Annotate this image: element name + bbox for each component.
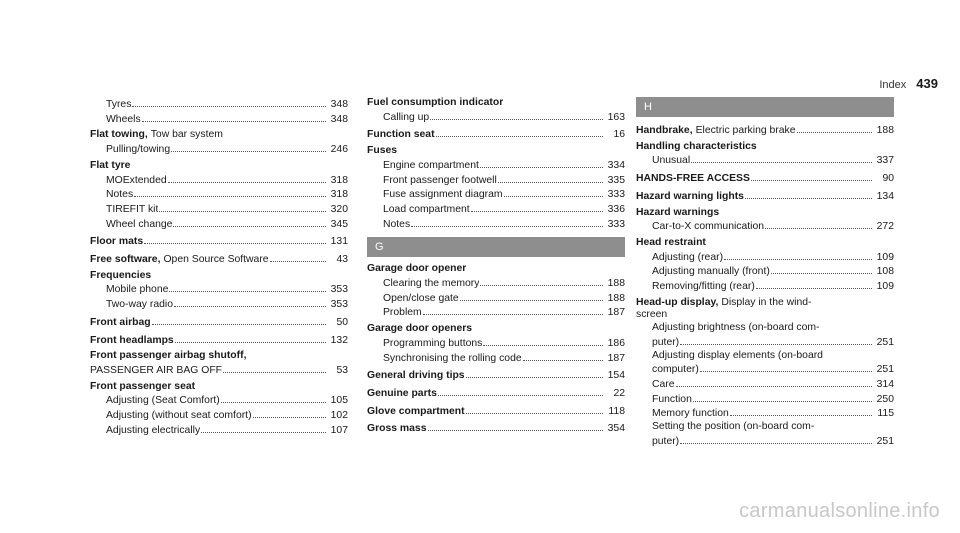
subentry[interactable]: Fuse assignment diagram 333 <box>383 189 625 201</box>
index-entry-tyres <box>90 97 348 126</box>
index-entry-hazard-lights[interactable]: Hazard warning lights 134 <box>636 190 894 202</box>
subentry[interactable]: Notes 318 <box>106 189 348 201</box>
subentry[interactable]: Tyres 348 <box>106 99 348 110</box>
subentry-line1[interactable]: Adjusting brightness (on-board com- <box>652 322 820 334</box>
subentry[interactable]: Function 250 <box>652 393 894 405</box>
index-entry-flat-towing <box>90 129 348 156</box>
section-letter-h: H <box>636 97 894 117</box>
subentry[interactable]: Adjusting (rear) 109 <box>652 251 894 263</box>
entry-heading: Fuel consumption indicator <box>367 97 504 108</box>
subentry[interactable]: Adjusting (Seat Comfort) 105 <box>106 395 348 407</box>
entry-heading: Garage door openers <box>367 323 473 335</box>
subentry[interactable]: MOExtended 318 <box>106 174 348 186</box>
index-entry-airbag-shutoff[interactable]: Front passenger airbag shutoff, PASSENGER AIR BAG OFF 53 <box>90 350 348 376</box>
subentry[interactable]: Engine compartment 334 <box>383 159 625 171</box>
index-entry-fuel-consumption <box>367 97 625 124</box>
index-column-1 <box>90 97 348 440</box>
index-entry-handling <box>636 141 894 168</box>
entry-heading: Hazard warnings <box>636 206 720 218</box>
subentry[interactable]: Care 314 <box>652 378 894 390</box>
index-entry-flat-tyre <box>90 160 348 232</box>
index-entry-front-headlamps[interactable]: Front headlamps 132 <box>90 334 348 346</box>
index-entry-floor-mats[interactable]: Floor mats 131 <box>90 236 348 248</box>
page-number: 439 <box>916 76 938 91</box>
entry-heading-cont: screen <box>636 309 668 321</box>
index-column-2 <box>367 97 625 439</box>
watermark: carmanualsonline.info <box>739 500 940 522</box>
entry-heading: Flat towing, Tow bar system <box>90 129 223 141</box>
subentry[interactable]: Notes 333 <box>383 218 625 230</box>
subentry[interactable]: Calling up 163 <box>383 111 625 123</box>
index-entry-frequencies <box>90 270 348 312</box>
subentry[interactable]: Removing/fitting (rear) 109 <box>652 281 894 293</box>
index-label: Index <box>879 79 907 91</box>
subentry[interactable]: Wheel change 345 <box>106 218 348 230</box>
subentry[interactable]: Mobile phone 353 <box>106 284 348 296</box>
index-column-3 <box>636 97 894 451</box>
index-entry-glove-compartment[interactable]: Glove compartment 118 <box>367 405 625 417</box>
subentry[interactable]: Adjusting (without seat comfort) 102 <box>106 410 348 422</box>
subentry[interactable]: Front passenger footwell 335 <box>383 174 625 186</box>
subentry-line1[interactable]: Setting the position (on-board com- <box>652 421 815 433</box>
index-entry-head-restraint <box>636 237 894 294</box>
index-entry-garage-door-opener <box>367 263 625 320</box>
subentry[interactable]: puter) 251 <box>652 336 894 348</box>
subentry[interactable]: TIREFIT kit 320 <box>106 203 348 215</box>
index-entry-function-seat[interactable]: Function seat 16 <box>367 129 625 141</box>
index-entry-driving-tips[interactable]: General driving tips 154 <box>367 370 625 382</box>
subentry[interactable]: Adjusting manually (front) 108 <box>652 266 894 278</box>
subentry[interactable]: Adjusting electrically 107 <box>106 424 348 436</box>
index-entry-handbrake[interactable]: Handbrake, Electric parking brake 188 <box>636 125 894 136</box>
entry-heading: Garage door opener <box>367 263 467 275</box>
index-entry-hazard-warnings <box>636 207 894 234</box>
entry-heading: Front passenger seat <box>90 380 196 392</box>
index-entry-hands-free-access[interactable]: HANDS-FREE ACCESS 90 <box>636 173 894 185</box>
subentry[interactable]: Pulling/towing 246 <box>106 144 348 156</box>
subentry[interactable]: Programming buttons 186 <box>383 337 625 349</box>
entry-heading: Flat tyre <box>90 159 131 171</box>
subentry[interactable]: Load compartment 336 <box>383 203 625 215</box>
subentry[interactable]: Synchronising the rolling code 187 <box>383 352 625 364</box>
page-header <box>879 76 938 91</box>
entry-heading: Frequencies <box>90 269 152 281</box>
subentry[interactable]: Wheels 348 <box>106 113 348 125</box>
index-entry-gross-mass[interactable]: Gross mass 354 <box>367 423 625 435</box>
subentry[interactable]: Memory function 115 <box>652 408 894 420</box>
index-entry-fuses <box>367 145 625 231</box>
index-entry-free-software[interactable]: Free software, Open Source Software 43 <box>90 254 348 266</box>
entry-heading: Fuses <box>367 145 398 157</box>
index-entry-front-airbag[interactable]: Front airbag 50 <box>90 316 348 328</box>
subentry[interactable]: Open/close gate 188 <box>383 292 625 304</box>
subentry[interactable]: Two-way radio 353 <box>106 299 348 311</box>
index-entry-head-up-display <box>636 297 894 449</box>
index-entry-passenger-seat <box>90 381 348 438</box>
subentry[interactable]: Car-to-X communication 272 <box>652 221 894 233</box>
subentry[interactable]: Clearing the memory 188 <box>383 278 625 290</box>
subentry[interactable]: puter) 251 <box>652 435 894 447</box>
index-entry-genuine-parts[interactable]: Genuine parts 22 <box>367 387 625 399</box>
subentry[interactable]: Problem 187 <box>383 307 625 319</box>
entry-heading: Handling characteristics <box>636 140 757 152</box>
subentry-line1[interactable]: Adjusting display elements (on-board <box>652 349 823 361</box>
entry-heading: Head-up display, Display in the wind- <box>636 296 812 308</box>
section-letter-g: G <box>367 237 625 257</box>
index-entry-garage-door-openers <box>367 323 625 365</box>
entry-heading: Head restraint <box>636 236 706 248</box>
subentry[interactable]: computer) 251 <box>652 364 894 376</box>
subentry[interactable]: Unusual 337 <box>652 155 894 167</box>
